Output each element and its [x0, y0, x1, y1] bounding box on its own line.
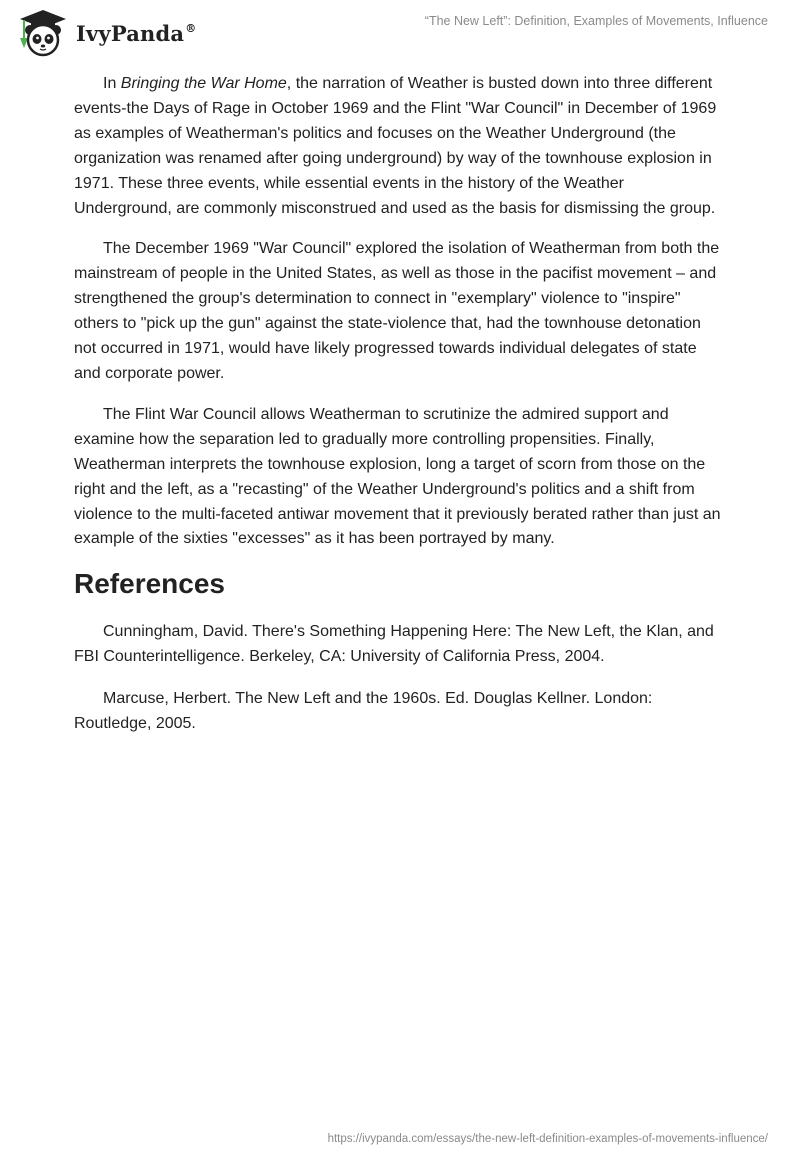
page-header — [0, 0, 800, 70]
site-logo[interactable] — [16, 8, 196, 58]
body-paragraph: The December 1969 "War Council" explored the isolation of Weatherman from both the mainstream of people in the United States, as well as those in the pacifist movement – and strengthened the group's determination to connect in "exemplary" violence to "inspire" others to "pick up the gun" against the state-violence that, had the townhouse detonation not occurred in 1971, would have likely progressed towards individual delegates of state and corporate power. — [74, 240, 720, 382]
reference-item: Cunningham, David. There's Something Happening Here: The New Left, the Klan, and FBI Counterintelligence. Berkeley, CA: University of California Press, 2004. — [74, 623, 714, 666]
document-title: “The New Left”: Definition, Examples of Movements, Influence — [424, 14, 768, 28]
body-paragraph: The Flint War Council allows Weatherman to scrutinize the admired support and examine how the separation led to gradually more controlling propensities. Finally, Weatherman interprets the townhouse explosion, long a target of scorn from those on the right and the left, as a "recasting" of the Weather Underground's politics and a shift from violence to the multi-faceted antiwar movement that it previously berated rather than just an example of the sixties "excesses" as it has been portrayed by many. — [74, 405, 721, 548]
references-heading: References — [74, 568, 225, 600]
book-title: Bringing the War Home — [120, 75, 287, 92]
essay-content — [74, 72, 724, 754]
panda-graduation-cap-icon — [16, 8, 70, 58]
body-paragraph: In Bringing the War Home, the narration of Weather is busted down into three different events-the Days of Rage in October 1969 and the Flint "War Council" in December of 1969 as examples of Weatherman's politics and focuses on the Weather Underground (the organization was renamed after going underground) by way of the townhouse explosion in 1971. These three events, while essential events in the history of the Weather Underground, are commonly misconstrued and used as the basis for dismissing the group. — [74, 75, 717, 217]
reference-item: Marcuse, Herbert. The New Left and the 1960s. Ed. Douglas Kellner. London: Routledge, 2005. — [74, 690, 653, 733]
logo-text: IvyPanda® — [76, 20, 197, 46]
page-url[interactable]: https://ivypanda.com/essays/the-new-left-definition-examples-of-movements-influence/ — [327, 1133, 768, 1145]
